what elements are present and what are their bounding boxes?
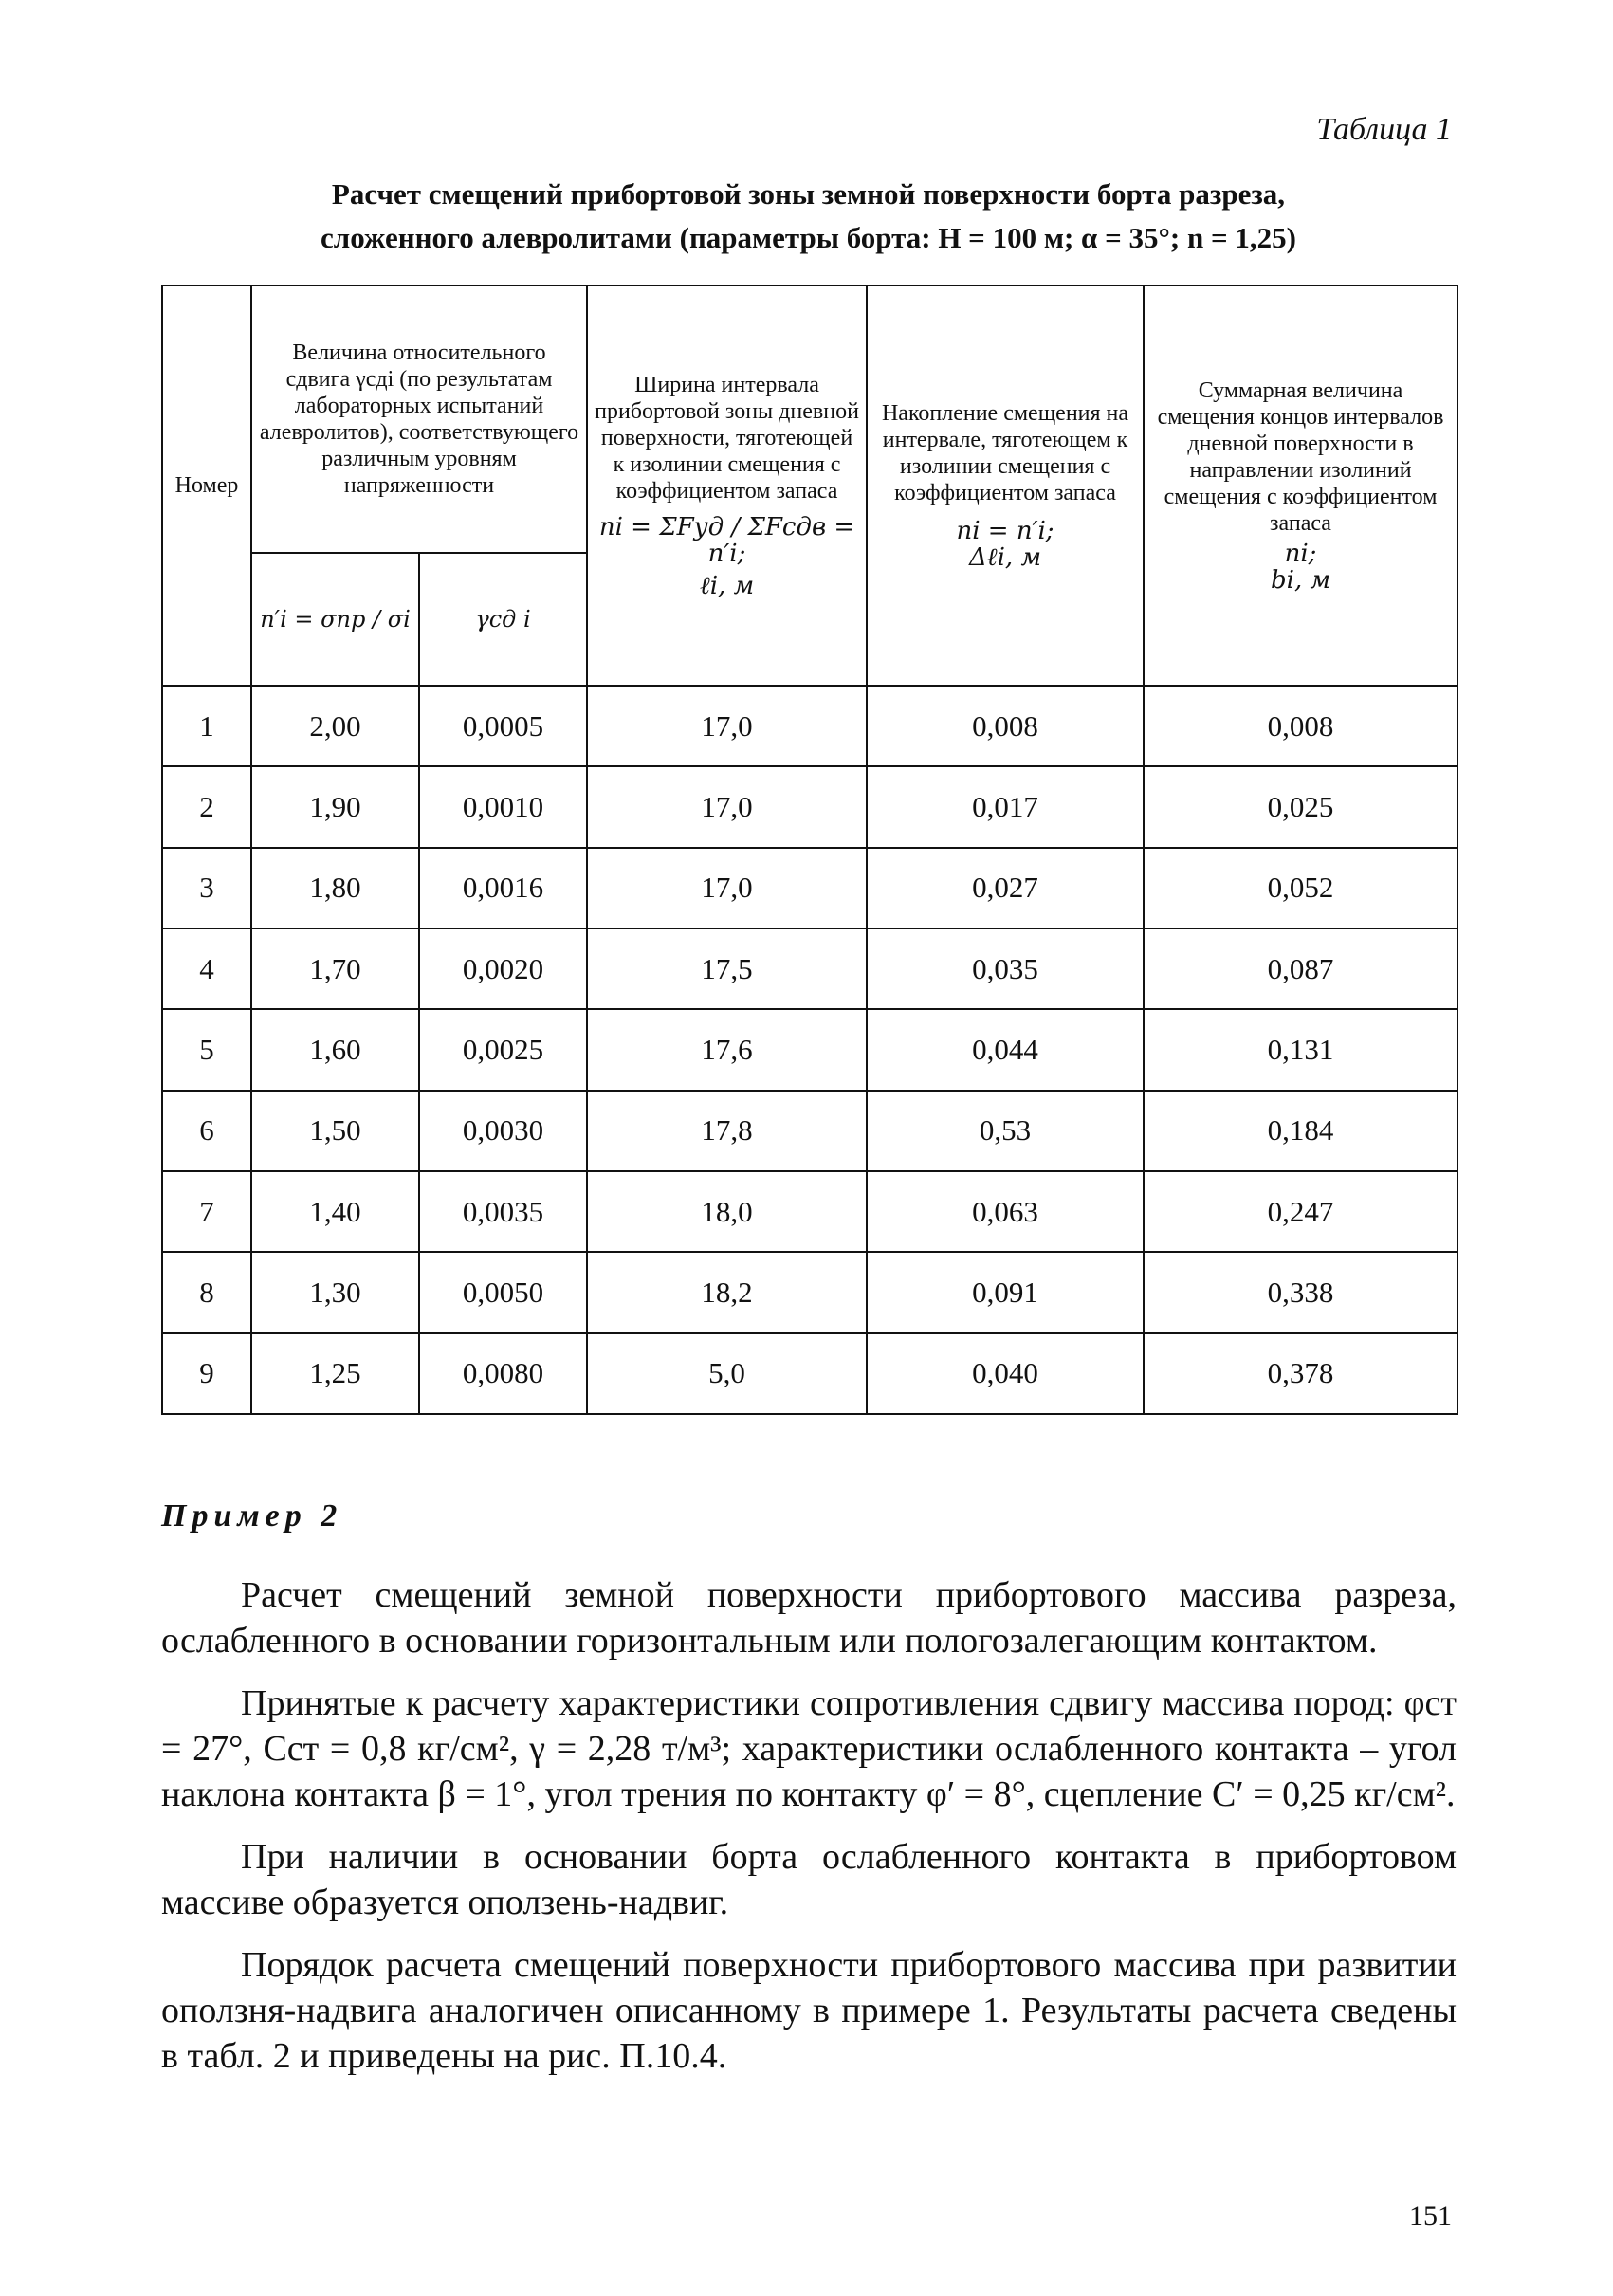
example-heading: Пример 2 [161,1498,343,1534]
cell-interval-width: 17,8 [587,1091,867,1171]
cell-interval-width: 17,0 [587,848,867,928]
paragraph-3: При наличии в основании борта ослабленного контакта в прибортовом массиве образуется оползень-надвиг. [161,1837,1457,1922]
table-row [162,1009,1457,1090]
cell-total: 0,131 [1144,1009,1457,1090]
cell-number: 5 [162,1009,251,1090]
cell-total: 0,378 [1144,1333,1457,1414]
cell-interval-width: 17,6 [587,1009,867,1090]
cell-gamma: 0,0025 [419,1009,587,1090]
displacement-table [161,285,1458,1415]
paragraph-4: Порядок расчета смещений поверхности прибортового массива при развитии оползня-надвига аналогичен описанному в примере 1. Результаты расчета сведены в табл. 2 и приведены на рис. П.10.4. [161,1945,1457,2076]
cell-interval-width: 5,0 [587,1333,867,1414]
cell-total: 0,184 [1144,1091,1457,1171]
cell-total: 0,247 [1144,1171,1457,1252]
cell-gamma: 0,0080 [419,1333,587,1414]
cell-interval-width: 18,2 [587,1252,867,1332]
paragraph-2: Принятые к расчету характеристики сопротивления сдвигу массива пород: φст = 27°, Cст = 0,8 кг/см², γ = 2,28 т/м³; характеристики ослабленного контакта – угол наклона контакта β = 1°, угол трения по контакту φ′ = 8°, сцепление C′ = 0,25 кг/см². [161,1683,1457,1814]
cell-number: 7 [162,1171,251,1252]
cell-ratio: 1,25 [251,1333,419,1414]
cell-number: 3 [162,848,251,928]
table-row [162,1091,1457,1171]
cell-total: 0,008 [1144,686,1457,766]
cell-interval-width: 17,0 [587,686,867,766]
page-number: 151 [1409,2200,1452,2232]
cell-gamma: 0,0016 [419,848,587,928]
table-row [162,686,1457,766]
cell-accumulation: 0,063 [867,1171,1144,1252]
header-total-formula: ni; [1284,540,1317,568]
header-interval-width [587,285,867,686]
cell-gamma: 0,0030 [419,1091,587,1171]
header-accumulation-formula: ni = n′i; [956,517,1054,545]
table-row [162,1171,1457,1252]
cell-gamma: 0,0005 [419,686,587,766]
cell-ratio: 1,90 [251,766,419,847]
cell-interval-width: 17,5 [587,928,867,1009]
header-accumulation-text: Накопление смещения на интервале, тяготеющем к изолинии смещения с коэффициентом запаса [881,401,1129,505]
table-row [162,848,1457,928]
cell-number: 6 [162,1091,251,1171]
cell-accumulation: 0,044 [867,1009,1144,1090]
cell-gamma: 0,0010 [419,766,587,847]
header-total-unit: bi, м [1270,566,1331,595]
cell-ratio: 2,00 [251,686,419,766]
cell-ratio: 1,80 [251,848,419,928]
table-label: Таблица 1 [1316,112,1452,147]
cell-accumulation: 0,017 [867,766,1144,847]
header-gamma-formula: γсд i [419,553,587,686]
cell-interval-width: 18,0 [587,1171,867,1252]
cell-ratio: 1,50 [251,1091,419,1171]
cell-accumulation: 0,040 [867,1333,1144,1414]
header-interval-width-text: Ширина интервала прибортовой зоны дневной поверхности, тяготеющей к изолинии смещения с коэффициентом запаса [595,373,859,504]
header-accumulation [867,285,1144,686]
header-total-text: Суммарная величина смещения концов интервалов дневной поверхности в направлении изолиний смещения с коэффициентом запаса [1157,378,1444,536]
cell-accumulation: 0,035 [867,928,1144,1009]
cell-total: 0,087 [1144,928,1457,1009]
cell-ratio: 1,70 [251,928,419,1009]
body-text [161,1572,1457,2096]
cell-ratio: 1,30 [251,1252,419,1332]
table-title [161,173,1456,260]
table-row [162,1252,1457,1332]
cell-total: 0,025 [1144,766,1457,847]
table-row [162,928,1457,1009]
cell-number: 1 [162,686,251,766]
cell-accumulation: 0,027 [867,848,1144,928]
cell-total: 0,338 [1144,1252,1457,1332]
header-shear-group: Величина относительного сдвига γсдi (по результатам лабораторных испытаний алевролитов), соответствующего различным уровням напряженности [251,285,587,553]
paragraph-1: Расчет смещений земной поверхности прибортового массива разреза, ослабленного в основании горизонтальным или пологозалегающим контактом. [161,1575,1457,1661]
cell-gamma: 0,0020 [419,928,587,1009]
cell-interval-width: 17,0 [587,766,867,847]
table-title-line-1: Расчет смещений прибортовой зоны земной поверхности борта разреза, [331,177,1286,211]
cell-accumulation: 0,091 [867,1252,1144,1332]
cell-gamma: 0,0035 [419,1171,587,1252]
header-total [1144,285,1457,686]
table-row [162,766,1457,847]
header-interval-formula: ni = ΣFуд / ΣFсдв = n′i; [598,513,855,568]
cell-ratio: 1,60 [251,1009,419,1090]
cell-number: 8 [162,1252,251,1332]
table-body [162,686,1457,1414]
cell-number: 9 [162,1333,251,1414]
table-row [162,1333,1457,1414]
cell-total: 0,052 [1144,848,1457,928]
header-ratio-formula: n′i = σпр / σi [251,553,419,686]
cell-number: 4 [162,928,251,1009]
cell-accumulation: 0,008 [867,686,1144,766]
cell-number: 2 [162,766,251,847]
cell-ratio: 1,40 [251,1171,419,1252]
header-accumulation-unit: Δℓi, м [969,543,1042,572]
table-title-line-2: сложенного алевролитами (параметры борта: H = 100 м; α = 35°; n = 1,25) [321,221,1296,254]
header-number: Номер [162,285,251,686]
cell-gamma: 0,0050 [419,1252,587,1332]
header-interval-unit: ℓi, м [699,572,755,600]
cell-accumulation: 0,53 [867,1091,1144,1171]
